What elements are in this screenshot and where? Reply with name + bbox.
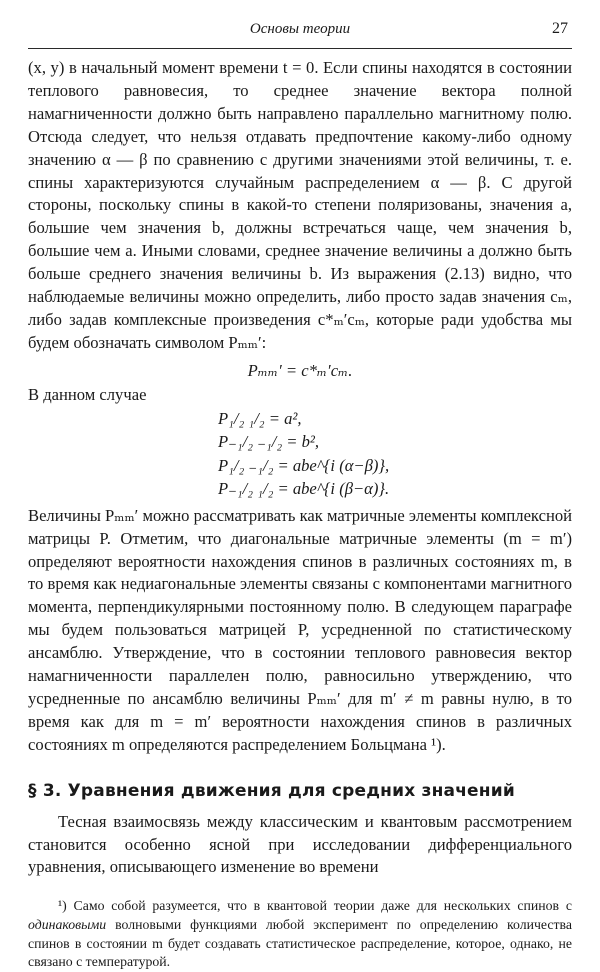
body-paragraph-1: (x, y) в начальный момент времени t = 0. Если спины находятся в состоянии теплового равновесия, то среднее значение вектора полной намагниченности должно быть направлено параллельно магнитному полю. Отсюда следует, что нельзя отдавать предпочтение какому-либо одному значению α — β по сравнению с другими значениями этой величины, т. е. спины характеризуются случайным распределением α — β. С другой стороны, поскольку спины в какой-то степени поляризованы, значения a, большие чем значения b, должны встречаться чаще, чем значения b, большие чем a. Иными словами, среднее значение величины a должно быть больше среднего значения величины b. Из выражения (2.13) видно, что наблюдаемые величины можно определить, либо просто задав значения cₘ, либо задав комплексные произведения c*ₘ′cₘ, которые ради удобства мы будем обозначать символом Pₘₘ′:: [28, 58, 572, 352]
footnote: [28, 897, 572, 971]
book-page: [28, 16, 572, 972]
formula-line: P₋₁/₂ ₋₁/₂ = b²,: [218, 432, 320, 452]
body-paragraph-2: Величины Pₘₘ′ можно рассматривать как матричные элементы комплексной матрицы P. Отметим, что диагональные матричные элементы (m = m′) определяют вероятности нахождения спинов в различных состояниях m, в то время как недиагональные элементы связаны с компонентами магнитного момента, перпендикулярными постоянному полю. В следующем параграфе мы будем пользоваться матрицей P, усредненной по статистическому ансамблю. Утверждение, что в состоянии теплового равновесия вектор намагниченности параллелен полю, равносильно утверждению, что усредненные по ансамблю величины Pₘₘ′ для m′ ≠ m равны нулю, в то время как для m = m′ вероятности нахождения спинов в различных состояниях m определяются распределением Больцмана ¹).: [28, 505, 572, 754]
footnote-text-start: ¹) Само собой разумеется, что в квантовой теории даже для нескольких спинов с: [58, 898, 572, 914]
footnote-text-end: волновыми функциями любой эксперимент по определению количества спинов в состоянии m будет создавать статистическое распределение, которое, однако, не связано с температурой.: [28, 916, 572, 970]
formula-list: [218, 407, 572, 501]
in-this-case-text: В данном случае: [28, 384, 147, 404]
formula-line: P₁/₂ ₋₁/₂ = abe^{i (α−β)},: [218, 455, 390, 475]
formula-line: P₋₁/₂ ₁/₂ = abe^{i (β−α)}.: [218, 479, 390, 499]
section-heading: § 3. Уравнения движения для средних значений: [28, 780, 515, 801]
footnote-emphasis: одинаковыми: [28, 916, 107, 932]
body-paragraph-3: Тесная взаимосвязь между классическим и квантовым рассмотрением становится особенно ясной при исследовании дифференциального уравнения, описывающего изменение во времени: [28, 811, 572, 877]
running-header: [28, 16, 572, 49]
page-number: 27: [552, 20, 568, 37]
formula-p-definition: Pₘₘ′ = c*ₘ′cₘ.: [247, 360, 353, 380]
running-title: Основы теории: [249, 21, 351, 37]
formula-line: P₁/₂ ₁/₂ = a²,: [218, 408, 302, 428]
